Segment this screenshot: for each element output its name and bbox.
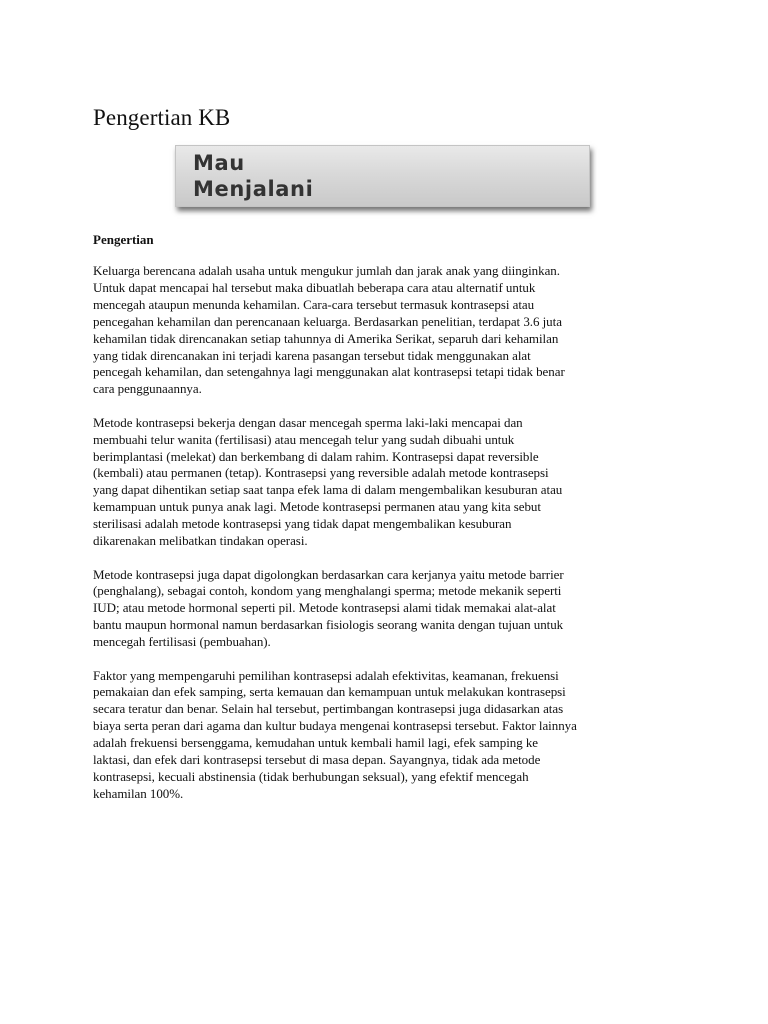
paragraph-2: Metode kontrasepsi bekerja dengan dasar mencegah sperma laki-laki mencapai dan membuahi telur wanita (fertilisasi) atau mencegah telur yang sudah dibuahi untuk berimplantasi (melekat) dan berkembang di dalam rahim. Kontrasepsi dapat reversible (kembali) atau permanen (tetap). Kontrasepsi yang reversible adalah metode kontrasepsi yang dapat dihentikan setiap saat tanpa efek lama di dalam mengembalikan kesuburan atau kemampuan untuk punya anak lagi. Metode kontrasepsi permanen atau yang kita sebut sterilisasi adalah metode kontrasepsi yang tidak dapat mengembalikan kesuburan dikarenakan melibatkan tindakan operasi. [93,414,563,549]
banner-text [193,150,313,202]
document-title: Pengertian KB [93,105,231,130]
banner-line-1: Mau [193,151,245,175]
paragraph-4: Faktor yang mempengaruhi pemilihan kontrasepsi adalah efektivitas, keamanan, frekuensi pemakaian dan efek samping, serta kemauan dan kemampuan untuk melakukan kontrasepsi secara teratur dan benar. Selain hal tersebut, pertimbangan kontrasepsi juga didasarkan atas biaya serta peran dari agama dan kultur budaya mengenai kontrasepsi tersebut. Faktor lainnya adalah frekuensi bersenggama, kemudahan untuk kembali hamil lagi, efek samping ke laktasi, dan efek dari kontrasepsi tersebut di masa depan. Sayangnya, tidak ada metode kontrasepsi, kecuali abstinensia (tidak berhubungan seksual), yang efektif mencegah kehamilan 100%. [93,667,577,801]
paragraph-1: Keluarga berencana adalah usaha untuk mengukur jumlah dan jarak anak yang diinginkan. Untuk dapat mencapai hal tersebut maka dibuatlah beberapa cara atau alternatif untuk mencegah ataupun menunda kehamilan. Cara-cara tersebut termasuk kontrasepsi atau pencegahan kehamilan dan perencanaan keluarga. Berdasarkan penelitian, terdapat 3.6 juta kehamilan tidak direncanakan setiap tahunnya di Amerika Serikat, separuh dari kehamilan yang tidak direncanakan ini terjadi karena pasangan tersebut tidak menggunakan alat pencegah kehamilan, dan setengahnya lagi menggunakan alat kontrasepsi tetapi tidak benar cara penggunaannya. [93,263,565,397]
banner-line-2: Menjalani [193,177,314,201]
document-body [93,229,693,819]
section-subheading: Pengertian [93,232,154,247]
paragraph-3: Metode kontrasepsi juga dapat digolongkan berdasarkan cara kerjanya yaitu metode barrier (penghalang), sebagai contoh, kondom yang menghalangi sperma; metode mekanik seperti IUD; atau metode hormonal seperti pil. Metode kontrasepsi alami tidak memakai alat-alat bantu maupun hormonal namun berdasarkan fisiologis seorang wanita dengan tujuan untuk mencegah fertilisasi (pembuahan). [93,566,564,650]
banner-image [175,145,590,207]
